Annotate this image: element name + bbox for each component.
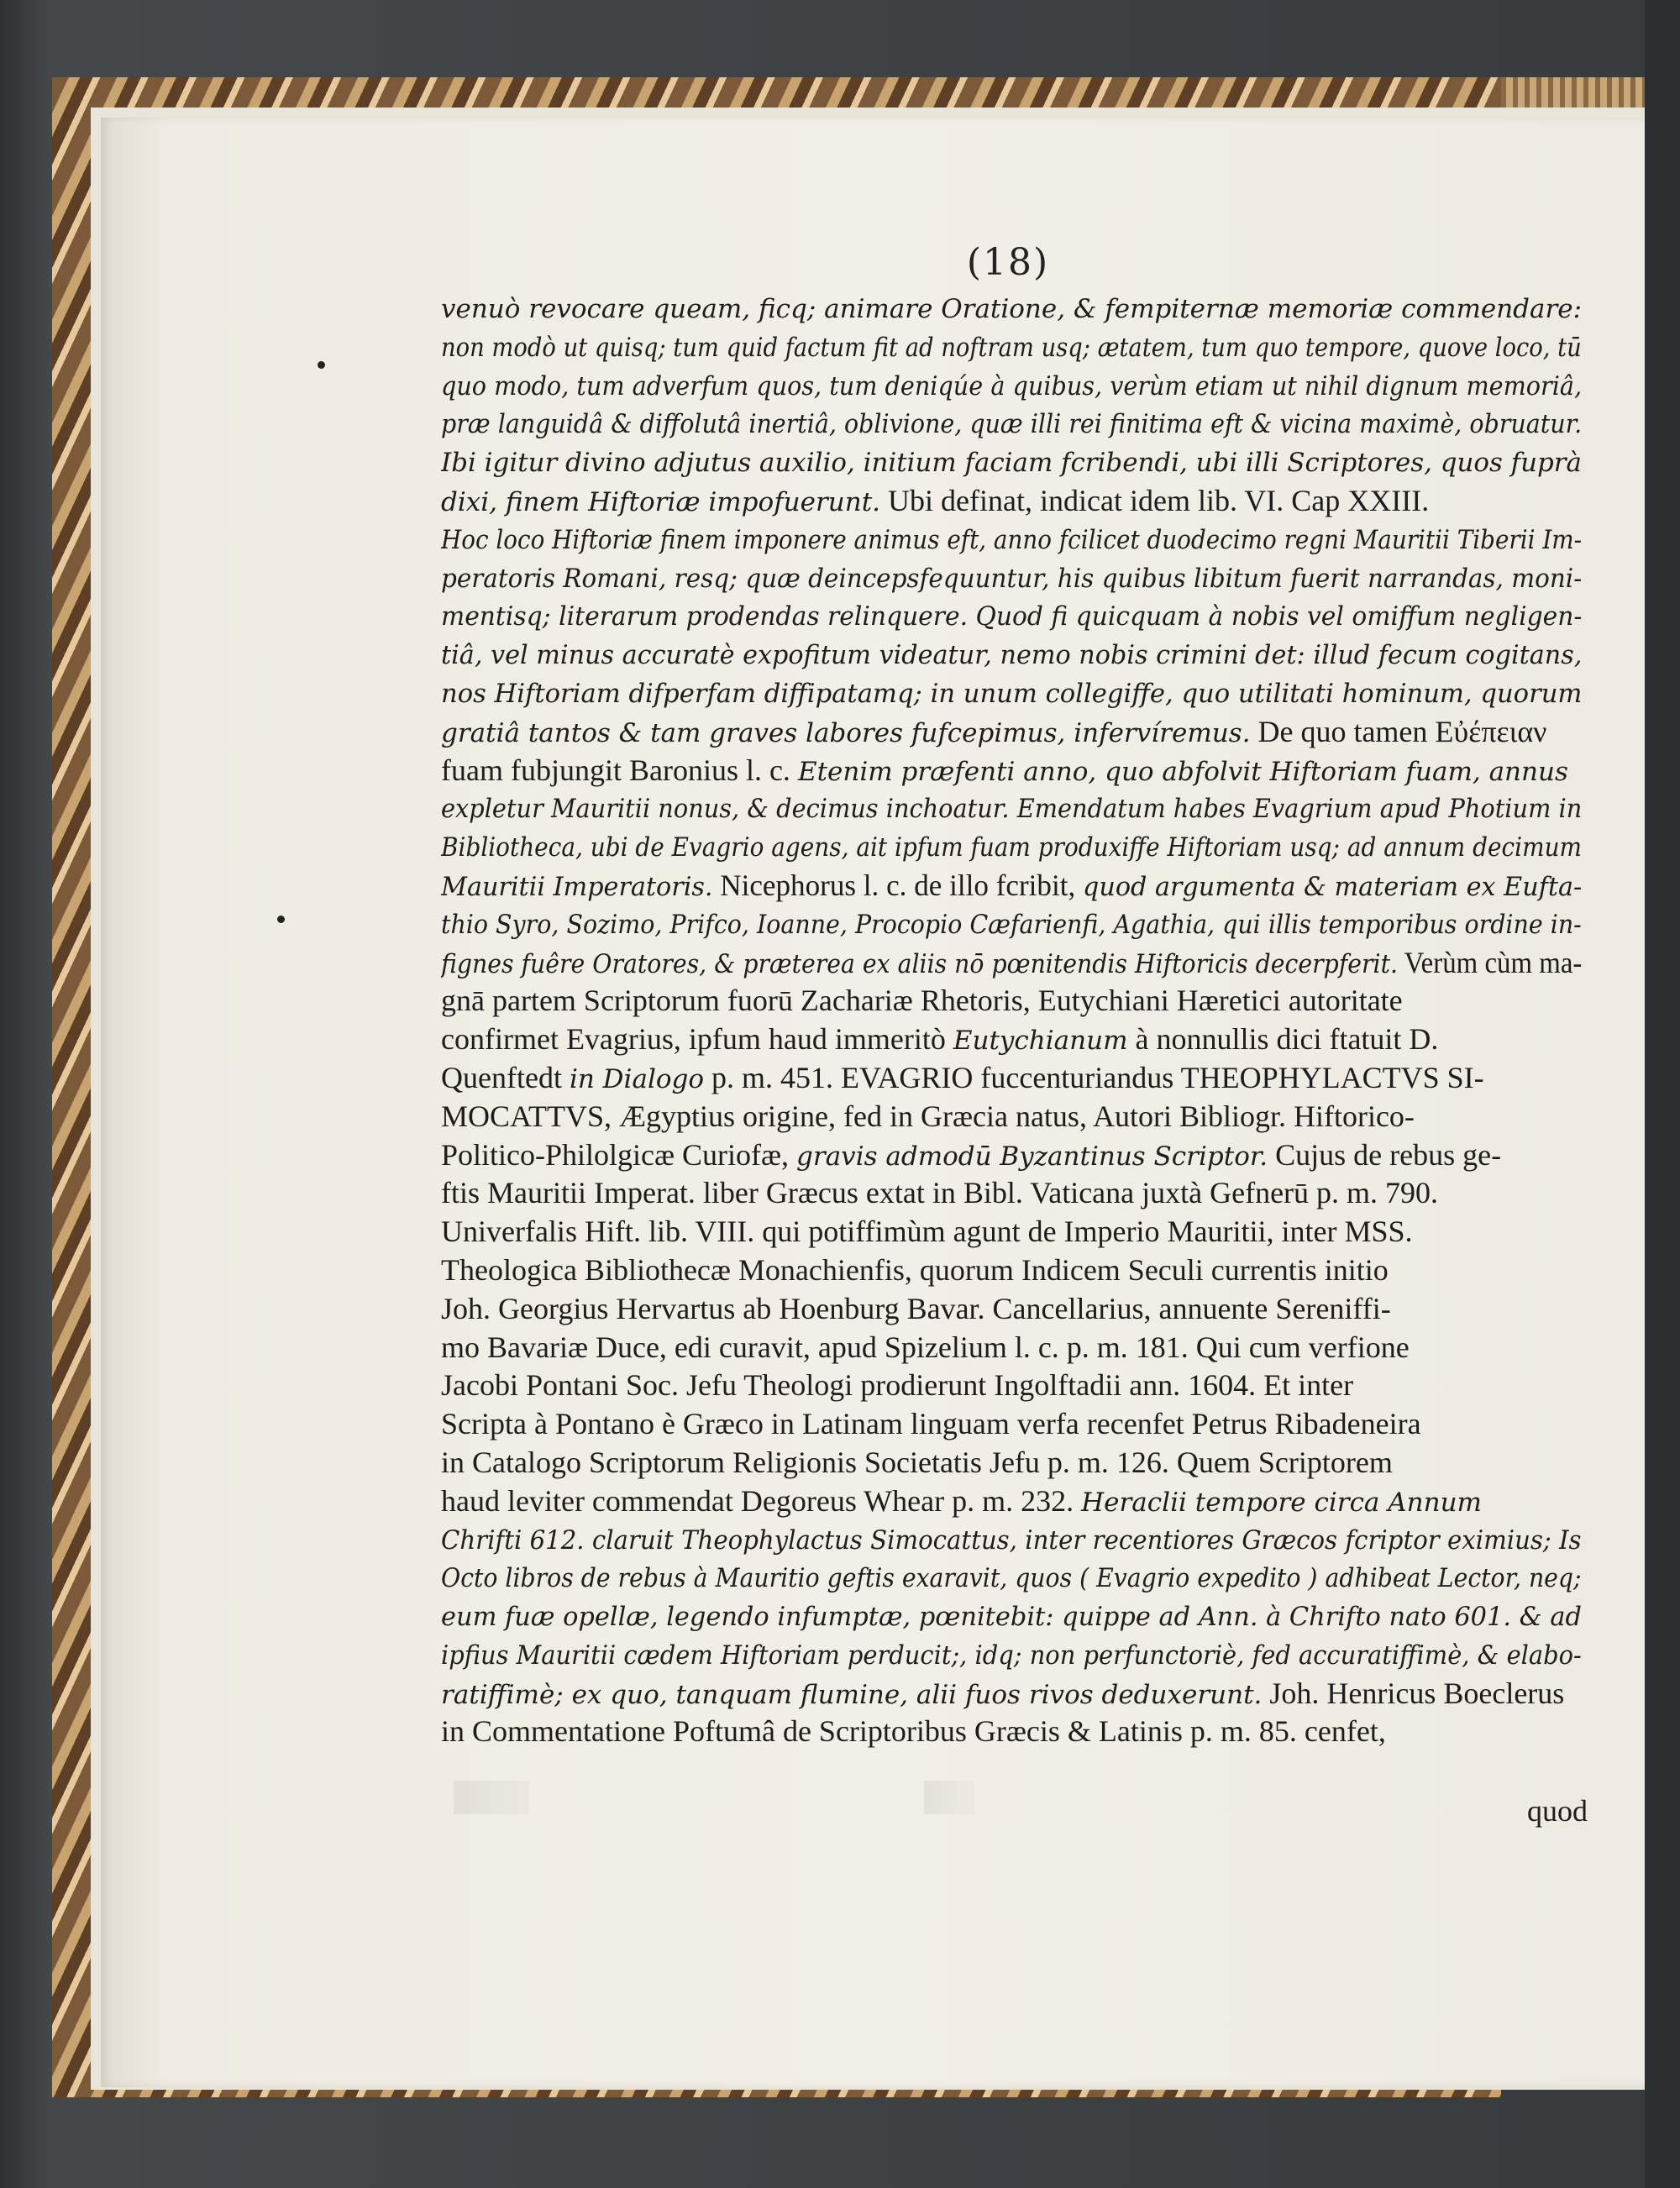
roman-run: Scripta à Pontano è Græco in Latinam linguam verfa recenfet Petrus Ribadeneira: [441, 1407, 1421, 1441]
roman-run: Theologica Bibliothecæ Monachienfis, quorum Indicem Seculi currentis initio: [441, 1252, 1389, 1287]
margin-mark: [318, 361, 325, 369]
italic-run: quod argumenta & materiam ex Eufta-: [1083, 871, 1582, 902]
text-line: [441, 1444, 1582, 1482]
italic-run: Eutychianum: [953, 1026, 1128, 1057]
italic-run: non modò ut quisq; tum quid factum fit ad noftram usq; ætatem, tum quo tempore, quove loco, tū: [441, 332, 1582, 363]
italic-run: Mauritii Imperatoris.: [441, 871, 713, 902]
italic-run: fignes fuêre Oratores, & præterea ex aliis nō pœnitendis Hiftoricis decerpferit.: [441, 948, 1398, 979]
roman-run: haud leviter commendat Degoreus Whear p. m. 232.: [441, 1483, 1082, 1518]
text-line: [441, 1098, 1582, 1136]
roman-run: Joh. Henricus Boeclerus: [1262, 1676, 1565, 1710]
roman-run: confirmet Evagrius, ipfum haud immeritò: [441, 1022, 953, 1057]
italic-run: ipfius Mauritii cædem Hiftoriam perducit;, idq; non perfunctoriè, fed accuratiffimè, & elabo-: [441, 1640, 1582, 1671]
binding-board-edge: [1501, 77, 1651, 111]
italic-run: venuò revocare queam, ficq; animare Oratione, & fempiternæ memoriæ commendare:: [441, 294, 1582, 324]
text-line: [441, 482, 1582, 521]
roman-run: Politico-Philolgicæ Curiofæ,: [441, 1137, 797, 1172]
text-line: [441, 674, 1582, 713]
text-line: [441, 636, 1582, 674]
roman-run: Verùm cùm ma-: [1397, 945, 1582, 979]
italic-run: dixi, finem Hiftoriæ impofuerunt.: [441, 486, 881, 517]
text-line: [441, 752, 1582, 790]
italic-run: tiâ, vel minus accuratè expofitum videatur, nemo nobis crimini det: illud fecum cogitans,: [441, 640, 1582, 671]
text-line: [441, 1405, 1582, 1444]
text-line: [441, 982, 1582, 1021]
bleed-through: [454, 1781, 529, 1814]
italic-run: gravis admodū Byzantinus Scriptor.: [796, 1141, 1268, 1172]
italic-run: quo modo, tum adverfum quos, tum deniqúe à quibus, verùm etiam ut nihil dignum memoriâ,: [441, 370, 1582, 401]
italic-run: in Dialogo: [569, 1063, 705, 1094]
text-line: [441, 1713, 1582, 1751]
italic-run: Hoc loco Hiftoriæ finem imponere animus eft, anno fcilicet duodecimo regni Mauritii Tiberii Im-: [441, 524, 1582, 555]
roman-run: ftis Mauritii Imperat. liber Græcus extat in Bibl. Vaticana juxtà Gefnerū p. m. 790.: [441, 1176, 1439, 1210]
italic-run: Etenim præfenti anno, quo abfolvit Hiftoriam fuam, annus: [797, 756, 1568, 787]
text-line: [441, 1598, 1582, 1636]
text-line: [441, 828, 1582, 867]
roman-run: Quenftedt: [441, 1060, 570, 1094]
scan-margin-right: [1645, 0, 1680, 2188]
italic-run: thio Syro, Sozimo, Prifco, Ioanne, Procopio Cæfarienfi, Agathia, qui illis temporibus ordine in-: [441, 909, 1582, 940]
text-line: [441, 1174, 1582, 1213]
roman-run: Jacobi Pontani Soc. Jefu Theologi prodierunt Ingolftadii ann. 1604. Et inter: [441, 1368, 1354, 1403]
italic-run: expletur Mauritii nonus, & decimus inchoatur. Emendatum habes Evagrium apud Photium in: [441, 794, 1582, 825]
text-line: [441, 1136, 1582, 1175]
italic-run: eum fuæ opellæ, legendo infumptæ, pœnitebit: quippe ad Ann. à Chrifto nato 601. & ad: [441, 1602, 1582, 1633]
text-line: [441, 1521, 1582, 1560]
roman-run: p. m. 451. EVAGRIO fuccenturiandus THEOPHYLACTVS SI-: [704, 1060, 1484, 1094]
text-line: [441, 559, 1582, 598]
italic-run: ratiffimè; ex quo, tanquam flumine, alii fuos rivos deduxerunt.: [441, 1679, 1263, 1710]
italic-run: Heraclii tempore circa Annum: [1081, 1487, 1482, 1518]
catchword: quod: [1527, 1794, 1588, 1828]
italic-run: Octo libros de rebus à Mauritio geftis exaravit, quos ( Evagrio expedito ) adhibeat Lector, neq;: [441, 1563, 1582, 1594]
text-line: [441, 1482, 1582, 1521]
roman-run: MOCATTVS, Ægyptius origine, fed in Græcia natus, Autori Bibliogr. Hiftorico-: [441, 1099, 1415, 1133]
text-line: [441, 521, 1582, 559]
roman-run: Univerfalis Hift. lib. VIII. qui potiffimùm agunt de Imperio Mauritii, inter MSS.: [441, 1215, 1413, 1249]
text-line: [441, 405, 1582, 443]
italic-run: præ languidâ & diffolutâ inertiâ, oblivione, quæ illi rei finitima eft & vicina maximè, obruatur.: [441, 409, 1582, 440]
roman-run: à nonnullis dici ftatuit D.: [1127, 1022, 1439, 1057]
roman-run: Joh. Georgius Hervartus ab Hoenburg Bavar. Cancellarius, annuente Sereniffi-: [441, 1291, 1391, 1325]
roman-run: in Commentatione Poftumâ de Scriptoribus Græcis & Latinis p. m. 85. cenfet,: [441, 1714, 1386, 1749]
text-line: [441, 1559, 1582, 1598]
body-text: [441, 290, 1582, 1751]
italic-run: mentisq; literarum prodendas relinquere. Quod fi quicquam à nobis vel omiffum negligen-: [441, 601, 1582, 632]
text-line: [441, 713, 1582, 752]
page-number: (18): [966, 241, 1050, 284]
italic-run: Ibi igitur divino adjutus auxilio, initium faciam fcribendi, ubi illi Scriptores, quos fuprà: [441, 448, 1582, 479]
text-line: [441, 328, 1582, 367]
roman-run: gnā partem Scriptorum fuorū Zachariæ Rhetoris, Eutychiani Hæretici autoritate: [441, 984, 1403, 1018]
text-line: [441, 905, 1582, 944]
text-line: [441, 790, 1582, 828]
text-line: [441, 367, 1582, 406]
italic-run: peratoris Romani, resq; quæ deincepsfequuntur, his quibus libitum fuerit narrandas, moni-: [441, 563, 1582, 594]
roman-run: Ubi definat, indicat idem lib. VI. Cap XXIII.: [880, 483, 1430, 517]
italic-run: Chrifti 612. claruit Theophylactus Simocattus, inter recentiores Græcos fcriptor eximius; Is: [441, 1524, 1582, 1556]
italic-run: Bibliotheca, ubi de Evagrio agens, ait ipfum fuam produxiffe Hiftoriam usq; ad annum decimum: [441, 832, 1582, 863]
text-line: [441, 1213, 1582, 1251]
text-line: [441, 1251, 1582, 1290]
text-line: [441, 597, 1582, 636]
italic-run: nos Hiftoriam difperfam diffipatamq; in unum collegiffe, quo utilitati hominum, quorum: [441, 678, 1582, 709]
margin-mark: [277, 916, 285, 923]
text-line: [441, 1367, 1582, 1405]
text-line: [441, 1636, 1582, 1675]
roman-run: Nicephorus l. c. de illo fcribit,: [712, 868, 1084, 902]
text-line: [441, 1059, 1582, 1098]
text-line: [441, 1329, 1582, 1367]
text-line: [441, 1021, 1582, 1059]
roman-run: mo Bavariæ Duce, edi curavit, apud Spizelium l. c. p. m. 181. Qui cum verfione: [441, 1330, 1410, 1364]
roman-run: Cujus de rebus ge-: [1268, 1137, 1502, 1172]
text-line: [441, 1290, 1582, 1329]
text-line: [441, 443, 1582, 482]
text-line: [441, 867, 1582, 905]
text-line: [441, 944, 1582, 983]
roman-run: fuam fubjungit Baronius l. c.: [441, 753, 798, 787]
italic-run: gratiâ tantos & tam graves labores fufcepimus, infervíremus.: [441, 717, 1251, 748]
bleed-through: [924, 1781, 974, 1814]
roman-run: in Catalogo Scriptorum Religionis Societatis Jefu p. m. 126. Quem Scriptorem: [441, 1445, 1393, 1479]
roman-run: De quo tamen Εὐέπειαν: [1250, 714, 1547, 748]
text-line: [441, 1675, 1582, 1713]
text-line: [441, 290, 1582, 328]
